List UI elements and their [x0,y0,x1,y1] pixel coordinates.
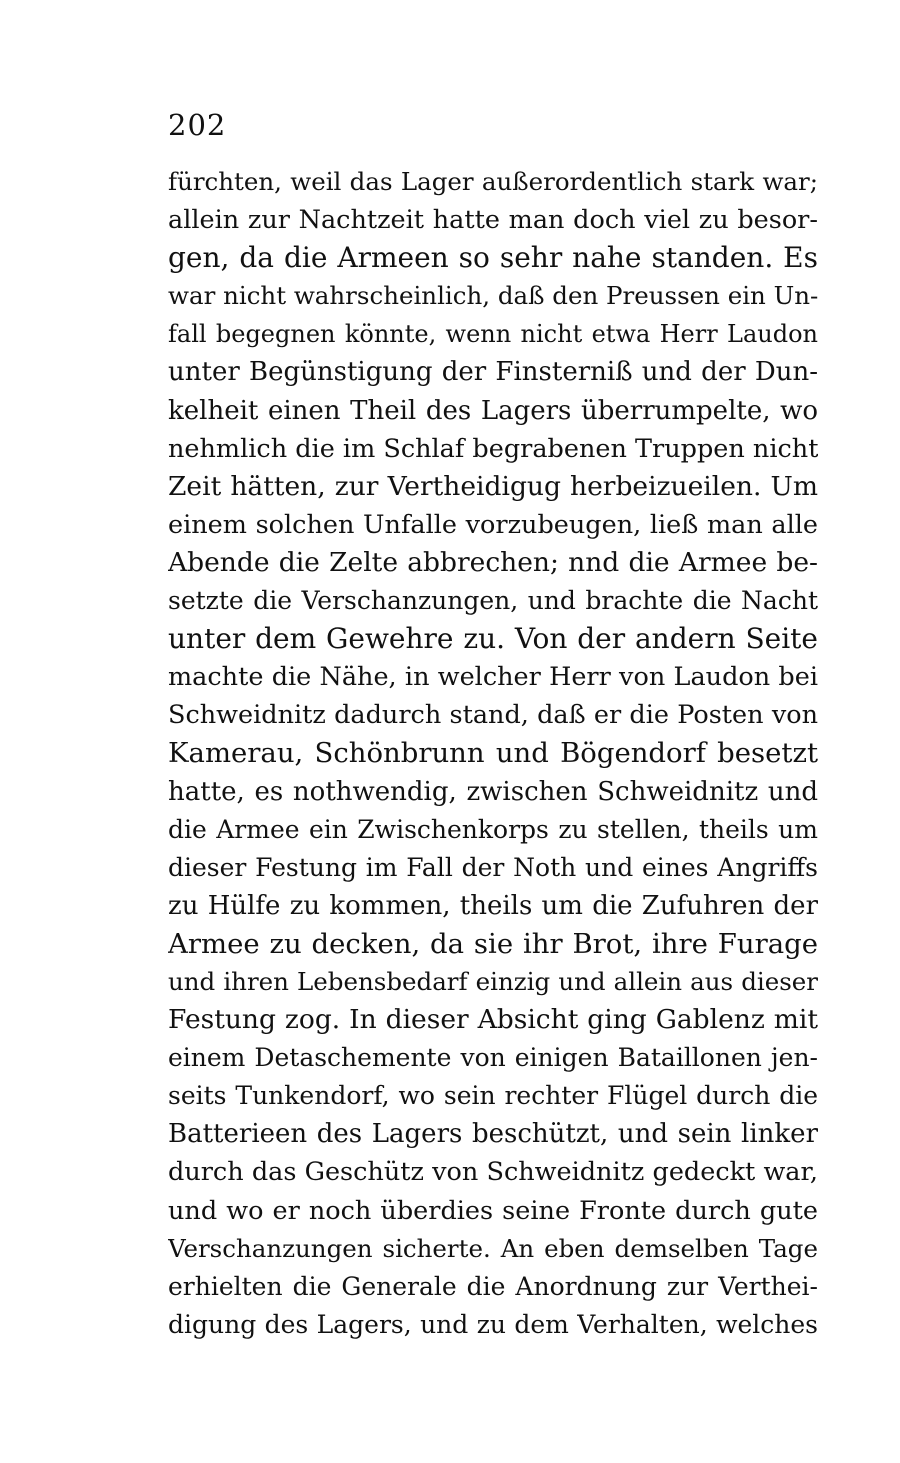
text-line: war nicht wahrscheinlich, daß den Preussen ein Un- [168,281,818,311]
text-line: setzte die Verschanzungen, und brachte die Nacht [168,586,818,616]
text-line: Verschanzungen sicherte. An eben demselben Tage [168,1233,818,1263]
text-line: gen, da die Armeen so sehr nahe standen. Es [168,241,818,275]
page-number: 202 [168,108,227,142]
text-line: fall begegnen könnte, wenn nicht etwa Herr Laudon [168,320,818,349]
text-line: einem Detaschemente von einigen Bataillonen jen- [168,1043,818,1073]
text-line: Zeit hätten, zur Vertheidigug herbeizueilen. Um [168,470,818,502]
text-line: kelheit einen Theil des Lagers überrumpelte, wo [168,395,818,426]
text-line: erhielten die Generale die Anordnung zur Verthei- [168,1271,818,1301]
text-line: nehmlich die im Schlaf begrabenen Truppen nicht [168,433,818,464]
text-line: allein zur Nachtzeit hatte man doch viel zu besor- [168,205,818,236]
text-line: durch das Geschütz von Schweidnitz gedeckt war, [168,1157,818,1188]
text-line: machte die Nähe, in welcher Herr von Laudon bei [168,662,818,693]
text-line: Schweidnitz dadurch stand, daß er die Posten von [168,700,818,731]
text-line: hatte, es nothwendig, zwischen Schweidnitz und [168,776,818,807]
text-line: und ihren Lebensbedarf einzig und allein aus dieser [168,966,818,996]
text-line: und wo er noch überdies seine Fronte durch gute [168,1195,818,1226]
text-line: Abende die Zelte abbrechen; nnd die Armee be- [168,546,818,578]
text-line: zu Hülfe zu kommen, theils um die Zufuhren der [168,890,818,921]
text-line: Armee zu decken, da sie ihr Brot, ihre Furage [168,927,818,960]
text-line: seits Tunkendorf, wo sein rechter Flügel durch die [168,1081,818,1111]
text-line: Festung zog. In dieser Absicht ging Gablenz mit [168,1004,818,1036]
text-line: digung des Lagers, und zu dem Verhalten, welches [168,1309,818,1339]
text-line: die Armee ein Zwischenkorps zu stellen, theils um [168,814,818,844]
text-line: Kamerau, Schönbrunn und Bögendorf besetzt [168,737,818,770]
text-line: fürchten, weil das Lager außerordentlich stark war; [168,167,818,196]
text-line: unter Begünstigung der Finsterniß und der Dun- [168,357,818,388]
body-text [168,163,818,1344]
text-line: Batterieen des Lagers beschützt, und sein linker [168,1119,818,1150]
text-line: einem solchen Unfalle vorzubeugen, ließ man alle [168,509,818,540]
text-line: dieser Festung im Fall der Noth und eines Angriffs [168,852,818,882]
text-line: unter dem Gewehre zu. Von der andern Seite [168,622,818,656]
